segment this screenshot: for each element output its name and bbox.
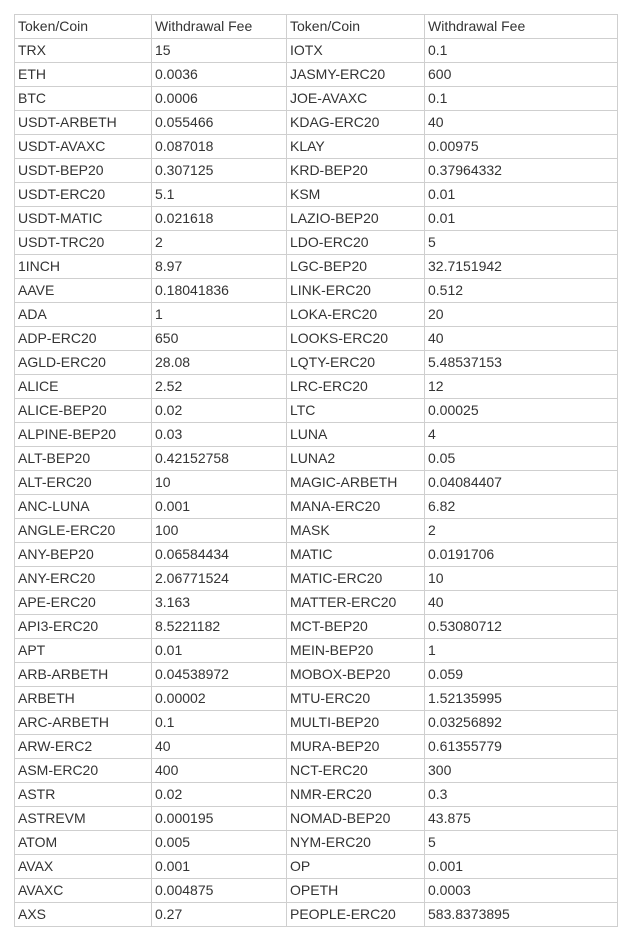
- fee-right-cell: 6.82: [425, 495, 618, 519]
- table-row: [15, 39, 618, 63]
- fee-left-cell: 8.97: [152, 255, 287, 279]
- token-left-cell: USDT-TRC20: [15, 231, 152, 255]
- token-left-cell: USDT-AVAXC: [15, 135, 152, 159]
- fee-right-cell: 583.8373895: [425, 903, 618, 927]
- table-row: [15, 495, 618, 519]
- token-right-cell: MOBOX-BEP20: [287, 663, 425, 687]
- token-left-cell: ADA: [15, 303, 152, 327]
- fee-left-cell: 0.001: [152, 495, 287, 519]
- fee-right-cell: 0.00025: [425, 399, 618, 423]
- token-right-cell: PEOPLE-ERC20: [287, 903, 425, 927]
- table-row: [15, 303, 618, 327]
- token-right-cell: LOKA-ERC20: [287, 303, 425, 327]
- table-row: [15, 231, 618, 255]
- fee-left-cell: 10: [152, 471, 287, 495]
- token-left-cell: AAVE: [15, 279, 152, 303]
- fee-right-cell: 5.48537153: [425, 351, 618, 375]
- table-row: [15, 591, 618, 615]
- fee-right-cell: 32.7151942: [425, 255, 618, 279]
- fee-left-cell: 5.1: [152, 183, 287, 207]
- token-right-cell: MASK: [287, 519, 425, 543]
- token-right-cell: IOTX: [287, 39, 425, 63]
- token-right-cell: MAGIC-ARBETH: [287, 471, 425, 495]
- token-left-cell: ALT-ERC20: [15, 471, 152, 495]
- table-header: [15, 15, 618, 39]
- token-left-cell: USDT-MATIC: [15, 207, 152, 231]
- table-row: [15, 471, 618, 495]
- token-right-cell: KLAY: [287, 135, 425, 159]
- fee-right-cell: 4: [425, 423, 618, 447]
- table-row: [15, 255, 618, 279]
- fee-left-cell: 2.06771524: [152, 567, 287, 591]
- token-right-cell: MULTI-BEP20: [287, 711, 425, 735]
- table-row: [15, 711, 618, 735]
- token-left-cell: ATOM: [15, 831, 152, 855]
- table-row: [15, 399, 618, 423]
- fee-right-cell: 0.53080712: [425, 615, 618, 639]
- fee-left-cell: 0.004875: [152, 879, 287, 903]
- token-left-cell: ARB-ARBETH: [15, 663, 152, 687]
- token-right-cell: LOOKS-ERC20: [287, 327, 425, 351]
- fee-left-cell: 0.307125: [152, 159, 287, 183]
- token-left-cell: USDT-BEP20: [15, 159, 152, 183]
- token-left-cell: APT: [15, 639, 152, 663]
- token-right-cell: MURA-BEP20: [287, 735, 425, 759]
- fee-right-cell: 0.1: [425, 39, 618, 63]
- table-row: [15, 855, 618, 879]
- table-row: [15, 351, 618, 375]
- fee-left-cell: 0.03: [152, 423, 287, 447]
- token-left-cell: ANY-BEP20: [15, 543, 152, 567]
- token-left-cell: USDT-ERC20: [15, 183, 152, 207]
- fee-left-cell: 0.005: [152, 831, 287, 855]
- token-right-cell: LUNA2: [287, 447, 425, 471]
- fee-left-cell: 2: [152, 231, 287, 255]
- fee-right-cell: 2: [425, 519, 618, 543]
- token-right-cell: LTC: [287, 399, 425, 423]
- fee-left-cell: 0.021618: [152, 207, 287, 231]
- fee-left-cell: 0.001: [152, 855, 287, 879]
- fee-left-cell: 0.087018: [152, 135, 287, 159]
- fee-right-cell: 0.01: [425, 183, 618, 207]
- fee-right-cell: 40: [425, 111, 618, 135]
- fee-left-cell: 100: [152, 519, 287, 543]
- token-left-cell: ALT-BEP20: [15, 447, 152, 471]
- table-row: [15, 375, 618, 399]
- header-token-coin-left: Token/Coin: [15, 15, 152, 39]
- token-right-cell: KSM: [287, 183, 425, 207]
- fee-left-cell: 0.02: [152, 783, 287, 807]
- token-right-cell: NCT-ERC20: [287, 759, 425, 783]
- header-withdrawal-fee-right: Withdrawal Fee: [425, 15, 618, 39]
- fee-right-cell: 300: [425, 759, 618, 783]
- table-row: [15, 879, 618, 903]
- token-left-cell: AVAXC: [15, 879, 152, 903]
- fee-right-cell: 12: [425, 375, 618, 399]
- table-row: [15, 183, 618, 207]
- token-right-cell: MATTER-ERC20: [287, 591, 425, 615]
- fee-left-cell: 0.02: [152, 399, 287, 423]
- fee-left-cell: 0.06584434: [152, 543, 287, 567]
- token-left-cell: TRX: [15, 39, 152, 63]
- table-row: [15, 615, 618, 639]
- token-left-cell: ALPINE-BEP20: [15, 423, 152, 447]
- token-right-cell: MCT-BEP20: [287, 615, 425, 639]
- fee-right-cell: 0.001: [425, 855, 618, 879]
- table-body: [15, 39, 618, 927]
- table-row: [15, 135, 618, 159]
- fee-left-cell: 28.08: [152, 351, 287, 375]
- token-left-cell: API3-ERC20: [15, 615, 152, 639]
- fee-left-cell: 0.1: [152, 711, 287, 735]
- table-row: [15, 903, 618, 927]
- token-left-cell: ETH: [15, 63, 152, 87]
- token-right-cell: NYM-ERC20: [287, 831, 425, 855]
- token-left-cell: ALICE: [15, 375, 152, 399]
- fee-right-cell: 40: [425, 591, 618, 615]
- table-row: [15, 687, 618, 711]
- token-left-cell: ARC-ARBETH: [15, 711, 152, 735]
- table-row: [15, 327, 618, 351]
- fee-left-cell: 650: [152, 327, 287, 351]
- fee-right-cell: 600: [425, 63, 618, 87]
- token-left-cell: BTC: [15, 87, 152, 111]
- fee-right-cell: 1: [425, 639, 618, 663]
- fee-right-cell: 0.1: [425, 87, 618, 111]
- fee-right-cell: 0.37964332: [425, 159, 618, 183]
- header-withdrawal-fee-left: Withdrawal Fee: [152, 15, 287, 39]
- fee-right-cell: 0.0191706: [425, 543, 618, 567]
- token-right-cell: LUNA: [287, 423, 425, 447]
- token-right-cell: LAZIO-BEP20: [287, 207, 425, 231]
- token-left-cell: ANGLE-ERC20: [15, 519, 152, 543]
- token-right-cell: NOMAD-BEP20: [287, 807, 425, 831]
- fee-left-cell: 0.0036: [152, 63, 287, 87]
- fee-left-cell: 2.52: [152, 375, 287, 399]
- table-row: [15, 735, 618, 759]
- fee-right-cell: 0.61355779: [425, 735, 618, 759]
- fee-left-cell: 400: [152, 759, 287, 783]
- token-right-cell: JOE-AVAXC: [287, 87, 425, 111]
- token-right-cell: LDO-ERC20: [287, 231, 425, 255]
- token-right-cell: JASMY-ERC20: [287, 63, 425, 87]
- fee-left-cell: 0.01: [152, 639, 287, 663]
- token-left-cell: AXS: [15, 903, 152, 927]
- token-left-cell: ARBETH: [15, 687, 152, 711]
- fee-right-cell: 0.03256892: [425, 711, 618, 735]
- token-left-cell: AGLD-ERC20: [15, 351, 152, 375]
- token-left-cell: ANC-LUNA: [15, 495, 152, 519]
- token-right-cell: OP: [287, 855, 425, 879]
- withdrawal-fee-table: [14, 14, 618, 927]
- table-row: [15, 63, 618, 87]
- fee-left-cell: 0.00002: [152, 687, 287, 711]
- fee-right-cell: 43.875: [425, 807, 618, 831]
- token-left-cell: ALICE-BEP20: [15, 399, 152, 423]
- fee-right-cell: 0.05: [425, 447, 618, 471]
- token-right-cell: MEIN-BEP20: [287, 639, 425, 663]
- table-row: [15, 447, 618, 471]
- table-row: [15, 111, 618, 135]
- fee-right-cell: 0.059: [425, 663, 618, 687]
- fee-left-cell: 0.055466: [152, 111, 287, 135]
- table-row: [15, 639, 618, 663]
- fee-left-cell: 15: [152, 39, 287, 63]
- table-row: [15, 159, 618, 183]
- token-left-cell: ANY-ERC20: [15, 567, 152, 591]
- fee-left-cell: 0.04538972: [152, 663, 287, 687]
- token-right-cell: MANA-ERC20: [287, 495, 425, 519]
- table-row: [15, 807, 618, 831]
- fee-left-cell: 0.42152758: [152, 447, 287, 471]
- token-right-cell: LRC-ERC20: [287, 375, 425, 399]
- token-right-cell: LGC-BEP20: [287, 255, 425, 279]
- token-right-cell: LINK-ERC20: [287, 279, 425, 303]
- token-left-cell: AVAX: [15, 855, 152, 879]
- fee-right-cell: 0.00975: [425, 135, 618, 159]
- token-left-cell: ADP-ERC20: [15, 327, 152, 351]
- table-row: [15, 279, 618, 303]
- fee-right-cell: 20: [425, 303, 618, 327]
- token-left-cell: USDT-ARBETH: [15, 111, 152, 135]
- fee-right-cell: 0.01: [425, 207, 618, 231]
- token-right-cell: NMR-ERC20: [287, 783, 425, 807]
- fee-right-cell: 0.0003: [425, 879, 618, 903]
- token-left-cell: ASTR: [15, 783, 152, 807]
- token-left-cell: ASM-ERC20: [15, 759, 152, 783]
- fee-right-cell: 40: [425, 327, 618, 351]
- fee-right-cell: 0.512: [425, 279, 618, 303]
- table-row: [15, 207, 618, 231]
- table-row: [15, 543, 618, 567]
- table-row: [15, 567, 618, 591]
- token-right-cell: OPETH: [287, 879, 425, 903]
- fee-left-cell: 0.000195: [152, 807, 287, 831]
- table-row: [15, 783, 618, 807]
- table-row: [15, 519, 618, 543]
- fee-right-cell: 5: [425, 231, 618, 255]
- fee-left-cell: 0.18041836: [152, 279, 287, 303]
- fee-right-cell: 5: [425, 831, 618, 855]
- table-row: [15, 759, 618, 783]
- token-left-cell: 1INCH: [15, 255, 152, 279]
- fee-right-cell: 1.52135995: [425, 687, 618, 711]
- token-right-cell: MTU-ERC20: [287, 687, 425, 711]
- token-right-cell: LQTY-ERC20: [287, 351, 425, 375]
- fee-right-cell: 0.3: [425, 783, 618, 807]
- fee-right-cell: 0.04084407: [425, 471, 618, 495]
- header-token-coin-right: Token/Coin: [287, 15, 425, 39]
- table-row: [15, 423, 618, 447]
- fee-left-cell: 1: [152, 303, 287, 327]
- token-left-cell: APE-ERC20: [15, 591, 152, 615]
- token-right-cell: MATIC-ERC20: [287, 567, 425, 591]
- table-row: [15, 87, 618, 111]
- token-right-cell: KRD-BEP20: [287, 159, 425, 183]
- fee-left-cell: 40: [152, 735, 287, 759]
- fee-left-cell: 0.0006: [152, 87, 287, 111]
- fee-left-cell: 0.27: [152, 903, 287, 927]
- token-left-cell: ARW-ERC2: [15, 735, 152, 759]
- table-row: [15, 831, 618, 855]
- fee-right-cell: 10: [425, 567, 618, 591]
- token-left-cell: ASTREVM: [15, 807, 152, 831]
- fee-left-cell: 8.5221182: [152, 615, 287, 639]
- token-right-cell: MATIC: [287, 543, 425, 567]
- header-row: [15, 15, 618, 39]
- fee-left-cell: 3.163: [152, 591, 287, 615]
- token-right-cell: KDAG-ERC20: [287, 111, 425, 135]
- table-row: [15, 663, 618, 687]
